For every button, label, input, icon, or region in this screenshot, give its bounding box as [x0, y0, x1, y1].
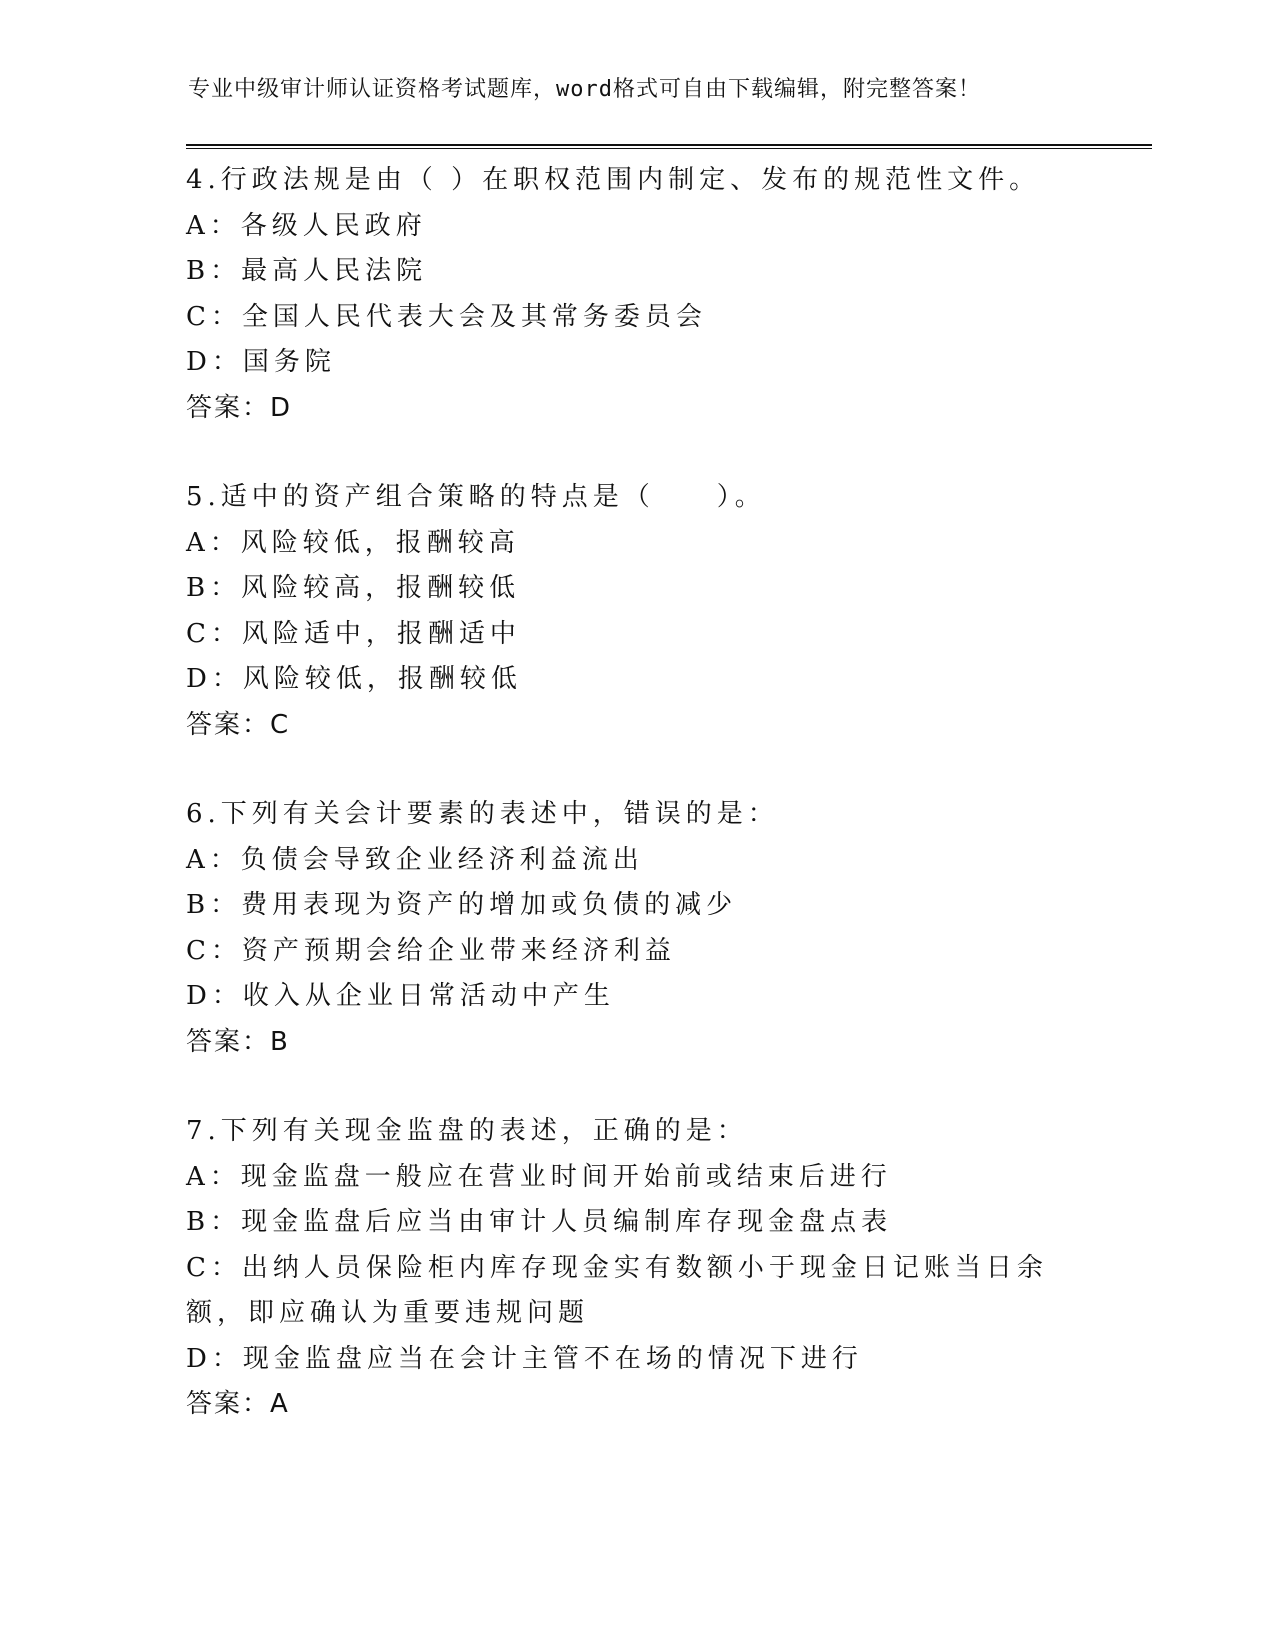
option-b: B：风险较高，报酬较低 — [186, 573, 521, 603]
option-c: C：资产预期会给企业带来经济利益 — [186, 935, 676, 966]
option-a: A：风险较低，报酬较高 — [186, 527, 520, 558]
answer-line: 答案：B — [186, 1026, 290, 1057]
option-c: C：全国人民代表大会及其常务委员会 — [186, 301, 707, 332]
answer-line: 答案：D — [186, 392, 293, 423]
question-4 — [186, 158, 1086, 431]
header-divider — [186, 144, 1152, 149]
question-7 — [186, 1109, 1086, 1428]
question-stem: 4.行政法规是由（ ）在职权范围内制定、发布的规范性文件。 — [186, 165, 1041, 195]
option-d: D：收入从企业日常活动中产生 — [186, 981, 615, 1011]
page-header: 专业中级审计师认证资格考试题库，word格式可自由下载编辑，附完整答案！ — [188, 77, 981, 102]
option-a: A：各级人民政府 — [186, 210, 427, 241]
option-a: A：现金监盘一般应在营业时间开始前或结束后进行 — [186, 1161, 892, 1192]
question-stem: 6.下列有关会计要素的表述中，错误的是： — [186, 799, 779, 829]
question-5 — [186, 475, 1086, 748]
option-b: B：费用表现为资产的增加或负债的减少 — [186, 890, 738, 920]
option-b: B：现金监盘后应当由审计人员编制库存现金盘点表 — [186, 1207, 893, 1237]
question-stem: 5.适中的资产组合策略的特点是（ ）。 — [186, 482, 766, 512]
option-c: C：风险适中，报酬适中 — [186, 618, 521, 649]
option-d: D：风险较低，报酬较低 — [186, 664, 522, 694]
answer-line: 答案：C — [186, 709, 291, 740]
question-list — [186, 158, 1086, 1472]
option-d: D：国务院 — [186, 347, 336, 377]
option-b: B：最高人民法院 — [186, 256, 428, 286]
question-stem: 7.下列有关现金监盘的表述，正确的是： — [186, 1116, 748, 1146]
answer-line: 答案：A — [186, 1389, 290, 1419]
option-a: A：负债会导致企业经济利益流出 — [186, 844, 644, 875]
option-d: D：现金监盘应当在会计主管不在场的情况下进行 — [186, 1343, 863, 1374]
question-6 — [186, 792, 1086, 1065]
option-c: C：出纳人员保险柜内库存现金实有数额小于现金日记账当日余额，即应确认为重要违规问题 — [186, 1252, 1048, 1328]
